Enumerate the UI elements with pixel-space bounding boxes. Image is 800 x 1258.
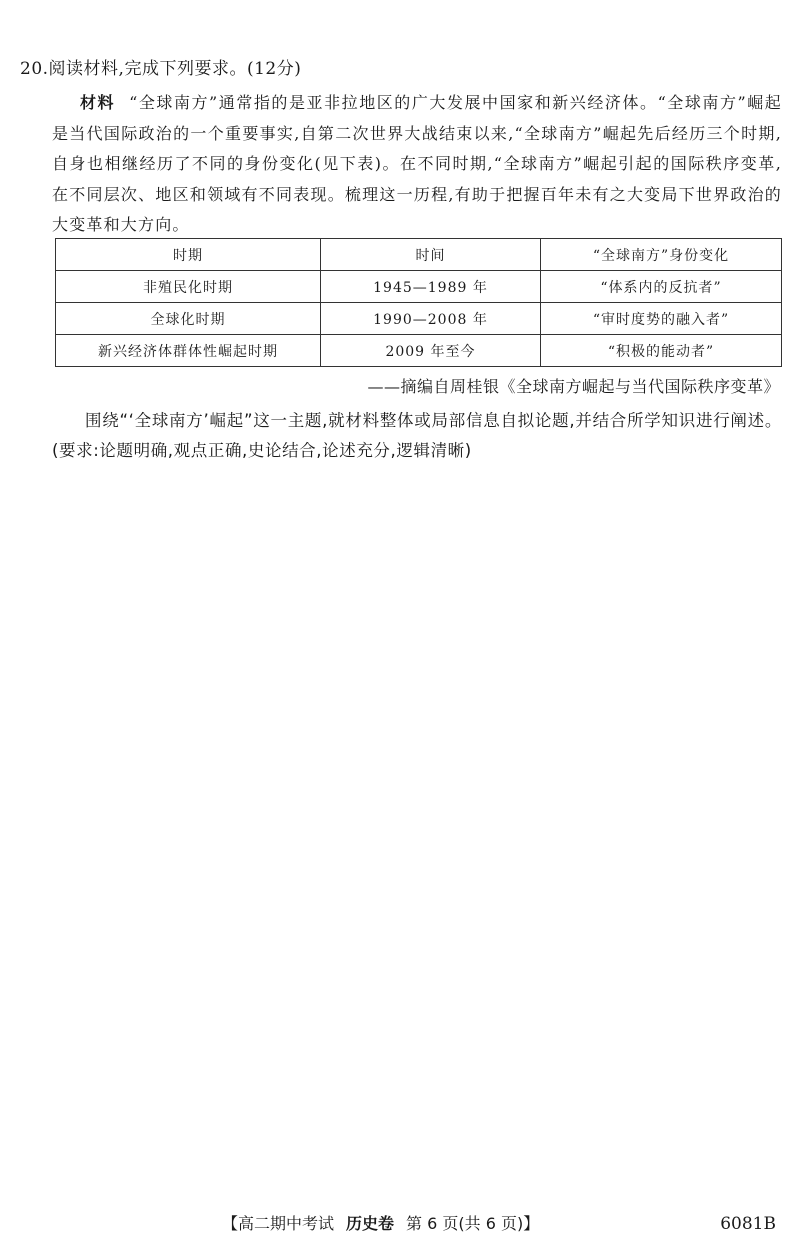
- table-cell-identity: “积极的能动者”: [541, 335, 782, 367]
- table-row: [56, 335, 782, 367]
- material-text: “全球南方”通常指的是亚非拉地区的广大发展中国家和新兴经济体。“全球南方”崛起是当代国际政治的一个重要事实,自第二次世界大战结束以来,“全球南方”崛起先后经历三个时期,自身也相继经历了不同的身份变化(见下表)。在不同时期,“全球南方”崛起引起的国际秩序变革,在不同层次、地区和领域有不同表现。梳理这一历程,有助于把握百年未有之大变局下世界政治的大变革和大方向。: [52, 93, 782, 234]
- table-header-row: [56, 239, 782, 271]
- table-cell-period: 全球化时期: [56, 303, 321, 335]
- paper-code: 6081B: [720, 1214, 776, 1234]
- table-header-cell: “全球南方”身份变化: [541, 239, 782, 271]
- table-cell-period: 非殖民化时期: [56, 271, 321, 303]
- table-cell-time: 1990—2008 年: [321, 303, 541, 335]
- footer-page-number: 第 6 页(共 6 页)】: [406, 1214, 540, 1233]
- identity-change-table: [55, 238, 782, 367]
- table-row: [56, 303, 782, 335]
- table-cell-identity: “审时度势的融入者”: [541, 303, 782, 335]
- table-cell-time: 2009 年至今: [321, 335, 541, 367]
- footer-exam-name: 【高二期中考试: [222, 1214, 335, 1233]
- page-footer: [222, 1213, 539, 1235]
- table-header-cell: 时间: [321, 239, 541, 271]
- material-paragraph: [52, 88, 782, 241]
- source-citation: ——摘编自周桂银《全球南方崛起与当代国际秩序变革》: [367, 377, 780, 396]
- task-instructions: 围绕“‘全球南方’崛起”这一主题,就材料整体或局部信息自拟论题,并结合所学知识进行阐述。(要求:论题明确,观点正确,史论结合,论述充分,逻辑清晰): [52, 411, 782, 460]
- table-cell-identity: “体系内的反抗者”: [541, 271, 782, 303]
- footer-subject: 历史卷: [346, 1214, 395, 1233]
- material-label: 材料: [80, 93, 116, 112]
- table-cell-period: 新兴经济体群体性崛起时期: [56, 335, 321, 367]
- table-row: [56, 271, 782, 303]
- table-header-cell: 时期: [56, 239, 321, 271]
- question-header: 20.阅读材料,完成下列要求。(12分): [20, 59, 302, 79]
- table-cell-time: 1945—1989 年: [321, 271, 541, 303]
